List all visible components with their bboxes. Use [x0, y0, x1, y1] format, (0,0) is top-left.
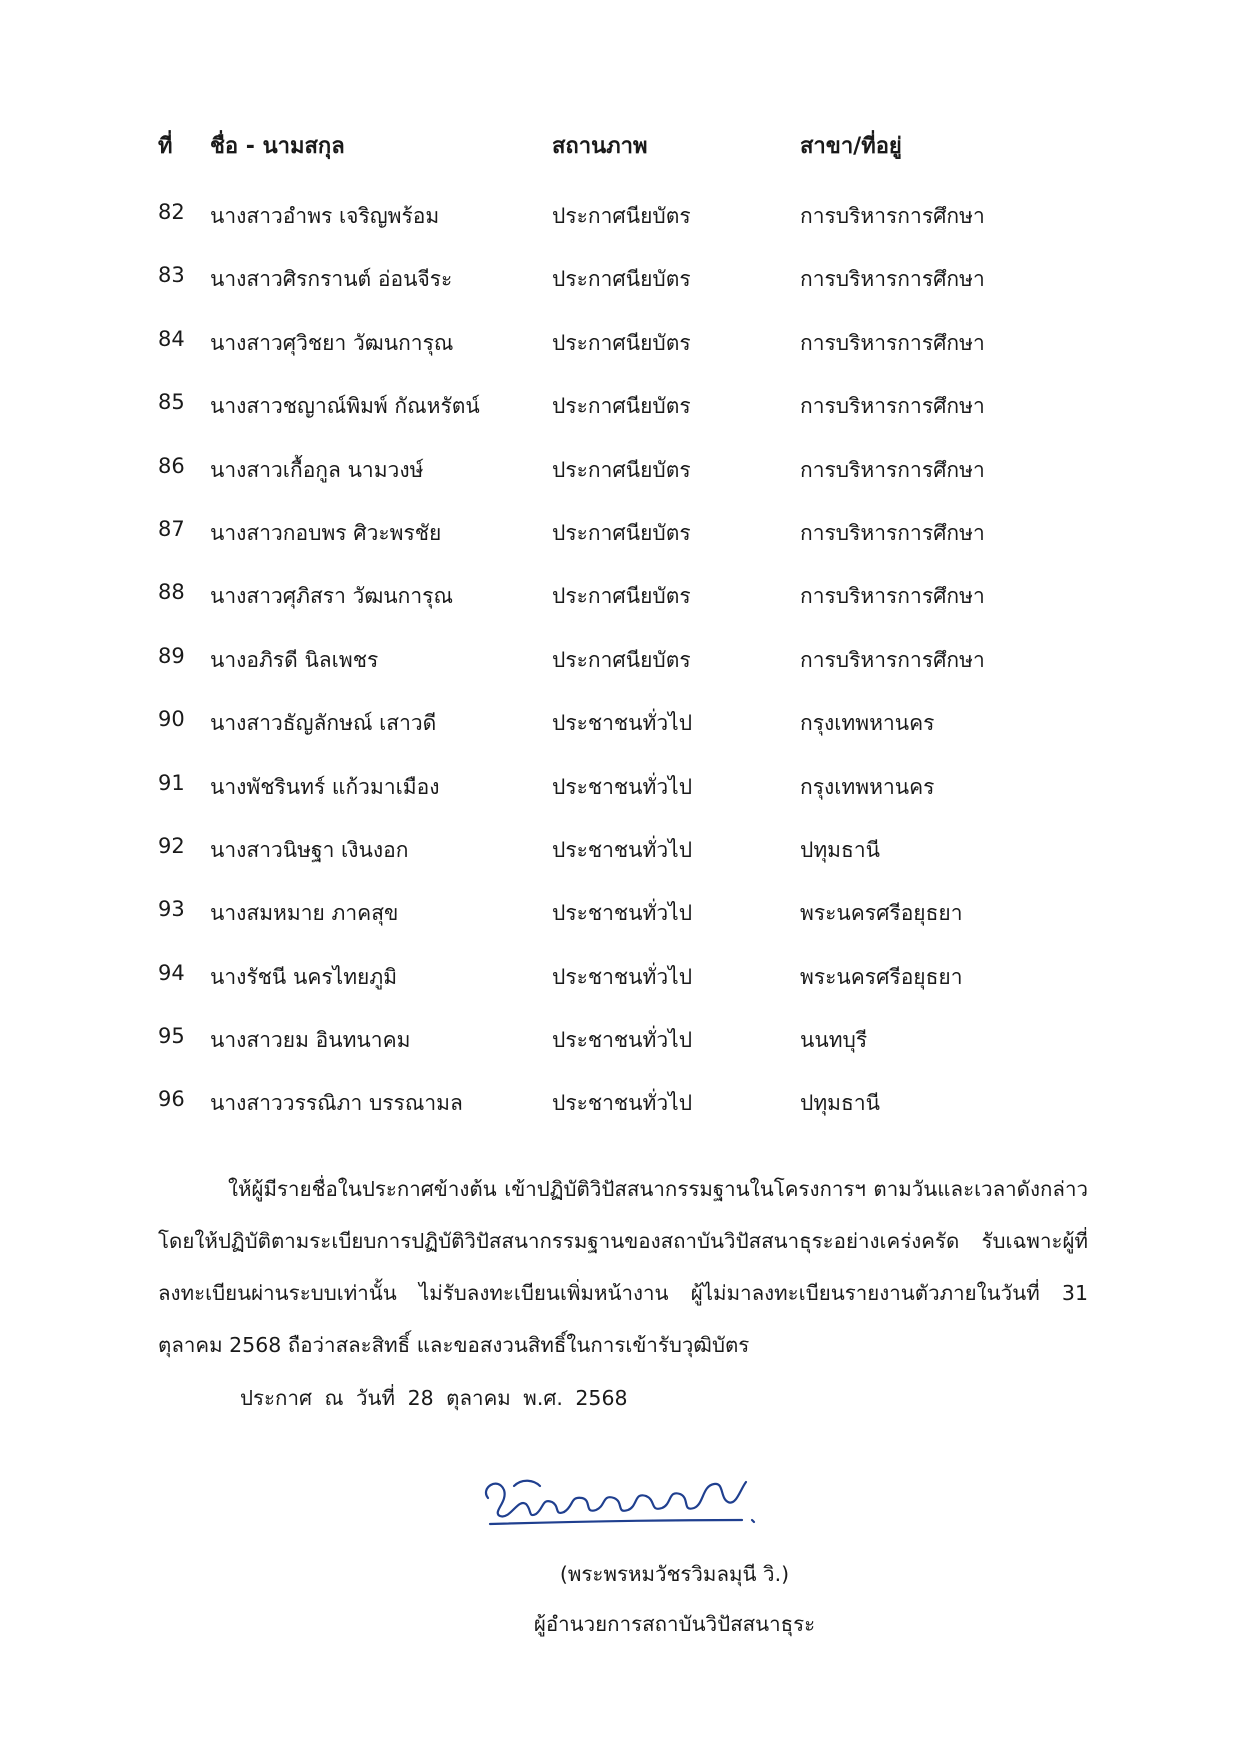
row-branch: การบริหารการศึกษา: [800, 394, 985, 419]
row-status: ประชาชนทั่วไป: [552, 711, 693, 736]
table-header: [0, 128, 1239, 168]
row-status: ประกาศนียบัตร: [552, 520, 691, 545]
signer-title: ผู้อำนวยการสถาบันวิปัสสนาธุระ: [533, 1612, 816, 1636]
row-name: นางสาวเกื้อกูล นามวงษ์: [210, 457, 424, 482]
row-branch: พระนครศรีอยุธยา: [800, 964, 963, 989]
row-name: นางสาวธัญลักษณ์ เสาวดี: [210, 711, 437, 736]
handwritten-signature: [470, 1468, 780, 1538]
row-name: นางสาวยม อินทนาคม: [210, 1028, 411, 1053]
table-row: [0, 200, 1239, 263]
table-row: [0, 390, 1239, 453]
table-body: [0, 200, 1239, 1151]
row-branch: นนทบุรี: [800, 1028, 868, 1053]
table-row: [0, 517, 1239, 580]
row-name: นางสาวอำพร เจริญพร้อม: [210, 204, 440, 228]
table-row: [0, 580, 1239, 643]
row-status: ประชาชนทั่วไป: [552, 774, 693, 799]
row-status: ประกาศนียบัตร: [552, 267, 691, 292]
row-status: ประชาชนทั่วไป: [552, 901, 693, 926]
row-name: นางสาววรรณิภา บรรณามล: [210, 1091, 463, 1116]
row-name: นางพัชรินทร์ แก้วมาเมือง: [210, 774, 440, 799]
row-name: นางรัชนี นครไทยภูมิ: [210, 964, 398, 989]
table-row: [0, 707, 1239, 770]
row-name: นางสาวศุวิชยา วัฒนการุณ: [210, 330, 454, 355]
row-no: 85: [158, 390, 185, 415]
row-name: นางสาวศิรกรานต์ อ่อนจีระ: [210, 267, 453, 292]
row-no: 93: [158, 897, 185, 922]
header-no: ที่: [158, 134, 173, 159]
row-branch: พระนครศรีอยุธยา: [800, 901, 963, 926]
row-status: ประกาศนียบัตร: [552, 394, 691, 419]
row-name: นางสมหมาย ภาคสุข: [210, 901, 399, 926]
row-status: ประชาชนทั่วไป: [552, 837, 693, 862]
row-status: ประกาศนียบัตร: [552, 204, 691, 228]
row-branch: การบริหารการศึกษา: [800, 647, 985, 672]
header-status: สถานภาพ: [552, 134, 648, 159]
row-name: นางสาวนิษฐา เงินงอก: [210, 837, 409, 862]
row-name: นางสาวชญาณ์พิมพ์ กัณหรัตน์: [210, 394, 480, 419]
row-branch: การบริหารการศึกษา: [800, 330, 985, 355]
row-status: ประกาศนียบัตร: [552, 584, 691, 609]
row-status: ประกาศนียบัตร: [552, 647, 691, 672]
row-no: 84: [158, 326, 185, 351]
row-status: ประชาชนทั่วไป: [552, 964, 693, 989]
row-branch: การบริหารการศึกษา: [800, 204, 985, 228]
header-branch: สาขา/ที่อยู่: [800, 134, 902, 159]
row-name: นางสาวศุภิสรา วัฒนการุณ: [210, 584, 453, 609]
table-row: [0, 1024, 1239, 1087]
row-no: 86: [158, 453, 185, 478]
row-status: ประกาศนียบัตร: [552, 457, 691, 482]
row-status: ประชาชนทั่วไป: [552, 1091, 693, 1116]
row-no: 87: [158, 516, 185, 541]
row-branch: กรุงเทพหานคร: [800, 711, 935, 736]
table-row: [0, 327, 1239, 390]
row-no: 82: [158, 200, 185, 224]
table-row: [0, 644, 1239, 707]
row-branch: ปทุมธานี: [800, 837, 880, 862]
table-row: [0, 897, 1239, 960]
header-name: ชื่อ - นามสกุล: [210, 134, 345, 159]
table-row: [0, 263, 1239, 326]
row-branch: การบริหารการศึกษา: [800, 520, 985, 545]
instruction-paragraph: ให้ผู้มีรายชื่อในประกาศข้างต้น เข้าปฏิบัติวิปัสสนากรรมฐานในโครงการฯ ตามวันและเวลาดังกล่าว โดยให้ปฏิบัติตามระเบียบการปฏิบัติวิปัสสนากรรมฐานของสถาบันวิปัสสนาธุระอย่างเคร่งครัด รับเฉพาะผู้ที่ลงทะเบียนผ่านระบบเท่านั้น ไม่รับลงทะเบียนเพิ่มหน้างาน ผู้ไม่มาลงทะเบียนรายงานตัวภายในวันที่ 31 ตุลาคม 2568 ถือว่าสละสิทธิ์ และขอสงวนสิทธิ์ในการเข้ารับวุฒิบัตร: [158, 1177, 1088, 1357]
signer-name: (พระพรหมวัชรวิมลมุนี วิ.): [559, 1562, 790, 1586]
row-status: ประชาชนทั่วไป: [552, 1028, 693, 1053]
row-name: นางสาวกอบพร ศิวะพรชัย: [210, 520, 442, 545]
row-no: 94: [158, 960, 185, 985]
row-no: 83: [158, 263, 185, 288]
row-no: 92: [158, 833, 185, 858]
table-row: [0, 961, 1239, 1024]
table-row: [0, 454, 1239, 517]
table-row: [0, 1087, 1239, 1150]
row-no: 89: [158, 643, 185, 668]
row-branch: การบริหารการศึกษา: [800, 457, 985, 482]
row-name: นางอภิรดี นิลเพชร: [210, 647, 379, 672]
row-branch: ปทุมธานี: [800, 1091, 880, 1116]
row-no: 88: [158, 580, 185, 605]
table-row: [0, 834, 1239, 897]
row-branch: กรุงเทพหานคร: [800, 774, 935, 799]
row-status: ประกาศนียบัตร: [552, 330, 691, 355]
announcement-date: ประกาศ ณ วันที่ 28 ตุลาคม พ.ศ. 2568: [240, 1386, 628, 1410]
row-branch: การบริหารการศึกษา: [800, 584, 985, 609]
row-branch: การบริหารการศึกษา: [800, 267, 985, 292]
row-no: 96: [158, 1087, 185, 1112]
row-no: 95: [158, 1024, 185, 1049]
table-row: [0, 771, 1239, 834]
row-no: 91: [158, 770, 185, 795]
row-no: 90: [158, 707, 185, 732]
